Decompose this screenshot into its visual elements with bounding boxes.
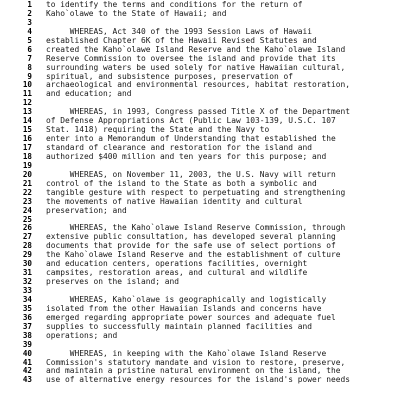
line-number: 27: [22, 232, 32, 242]
line-number: 42: [22, 366, 32, 376]
line-number: 5: [27, 35, 32, 45]
line-number: 43: [22, 375, 32, 385]
line-number: 39: [22, 339, 32, 349]
line-number: 40: [22, 348, 32, 358]
line-number: 38: [22, 330, 32, 340]
line-text: documents that provide for the safe use of select portions of: [46, 241, 336, 251]
line-number: 6: [27, 44, 32, 54]
document-line: [0, 10, 400, 19]
line-number: 9: [27, 71, 32, 81]
line-number: 21: [22, 178, 32, 188]
line-text: supplies to successfully maintain planned facilities and: [46, 321, 313, 331]
document-line: [0, 207, 400, 216]
document-line: [0, 153, 400, 162]
line-text: and education centers, operations facilities, overnight: [46, 259, 308, 269]
line-text: WHEREAS, in 1993, Congress passed Title X of the Department: [46, 107, 351, 117]
line-text: and education; and: [46, 89, 132, 99]
line-text: emerged regarding appropriate power sources and adequate fuel: [46, 312, 336, 322]
line-text: extensive public consultation, has developed several planning: [46, 232, 336, 242]
line-text: preservation; and: [46, 205, 127, 215]
line-text: isolated from the other Hawaiian Islands and concerns have: [46, 303, 322, 313]
document-page: [0, 1, 400, 385]
line-text: Kaho`olawe to the State of Hawaii; and: [46, 8, 227, 18]
line-number: 17: [22, 143, 32, 152]
line-text: Stat. 1418) requiring the State and the Navy to: [46, 125, 270, 135]
document-line: [0, 332, 400, 341]
line-text: established Chapter 6K of the Hawaii Revised Statutes and: [46, 35, 317, 45]
line-number: 34: [22, 294, 32, 304]
line-number: 41: [22, 357, 32, 367]
line-text: and maintain a pristine natural environment on the island, the: [46, 366, 341, 376]
line-number: 12: [22, 98, 32, 108]
line-text: spiritual, and subsistence purposes, preservation of: [46, 71, 294, 81]
line-number: 23: [22, 196, 32, 206]
line-text: WHEREAS, on November 11, 2003, the U.S. Navy will return: [46, 169, 336, 179]
line-number: 18: [22, 151, 32, 161]
line-text: WHEREAS, Act 340 of the 1993 Session Laws of Hawaii: [46, 26, 313, 36]
line-number: 35: [22, 303, 32, 313]
line-number: 30: [22, 259, 32, 269]
line-text: authorized $400 million and ten years for this purpose; and: [46, 151, 327, 161]
line-number: 10: [22, 80, 32, 90]
line-text: Commission's statutory mandate and vision to restore, preserve,: [46, 357, 346, 367]
line-text: standard of clearance and restoration for the island and: [46, 143, 313, 152]
line-text: tangible gesture with respect to perpetuating and strengthening: [46, 187, 346, 197]
document-line: [0, 278, 400, 287]
line-text: to identify the terms and conditions for the return of: [46, 0, 303, 9]
line-text: WHEREAS, Kaho`olawe is geographically and logistically: [46, 294, 327, 304]
line-text: created the Kaho`olawe Island Reserve and the Kaho`olawe Island: [46, 44, 346, 54]
line-number: 7: [27, 53, 32, 63]
line-number: 8: [27, 62, 32, 72]
line-text: WHEREAS, in keeping with the Kaho`olawe Island Reserve: [46, 348, 327, 358]
line-number: 28: [22, 241, 32, 251]
line-number: 36: [22, 312, 32, 322]
line-text: operations; and: [46, 330, 118, 340]
line-text: Reserve Commission to oversee the island and provide that its: [46, 53, 336, 63]
line-text: of Defense Appropriations Act (Public Law 103-139, U.S.C. 107: [46, 116, 336, 126]
line-number: 13: [22, 107, 32, 117]
line-number: 3: [27, 17, 32, 27]
line-number: 25: [22, 214, 32, 224]
line-text: surrounding waters be used solely for native Hawaiian cultural,: [46, 62, 346, 72]
line-number: 37: [22, 321, 32, 331]
line-text: campsites, restoration areas, and cultural and wildlife: [46, 268, 308, 278]
line-number: 11: [22, 89, 32, 99]
line-number: 29: [22, 250, 32, 260]
line-number: 32: [22, 277, 32, 287]
line-number: 15: [22, 125, 32, 135]
line-number: 24: [22, 205, 32, 215]
line-text: preserves on the island; and: [46, 277, 180, 287]
line-number: 22: [22, 187, 32, 197]
line-number: 4: [27, 26, 32, 36]
line-number: 26: [22, 223, 32, 233]
line-text: use of alternative energy resources for the island's power needs: [46, 375, 351, 385]
line-number: 1: [27, 0, 32, 9]
line-text: archaeological and environmental resources, habitat restoration,: [46, 80, 351, 90]
line-number: 19: [22, 160, 32, 170]
line-number: 14: [22, 116, 32, 126]
line-text: the movements of native Hawaiian identity and cultural: [46, 196, 303, 206]
line-text: enter into a Memorandum of Understanding that established the: [46, 134, 336, 144]
document-line: [0, 90, 400, 99]
line-number: 33: [22, 286, 32, 295]
line-number: 2: [27, 8, 32, 18]
line-text: WHEREAS, the Kaho`olawe Island Reserve Commission, through: [46, 223, 346, 233]
document-line: [0, 376, 400, 385]
line-number: 31: [22, 268, 32, 278]
line-text: control of the island to the State as both a symbolic and: [46, 178, 317, 188]
line-number: 16: [22, 134, 32, 144]
line-number: 20: [22, 169, 32, 179]
line-text: the Kaho`olawe Island Reserve and the establishment of culture: [46, 250, 341, 260]
